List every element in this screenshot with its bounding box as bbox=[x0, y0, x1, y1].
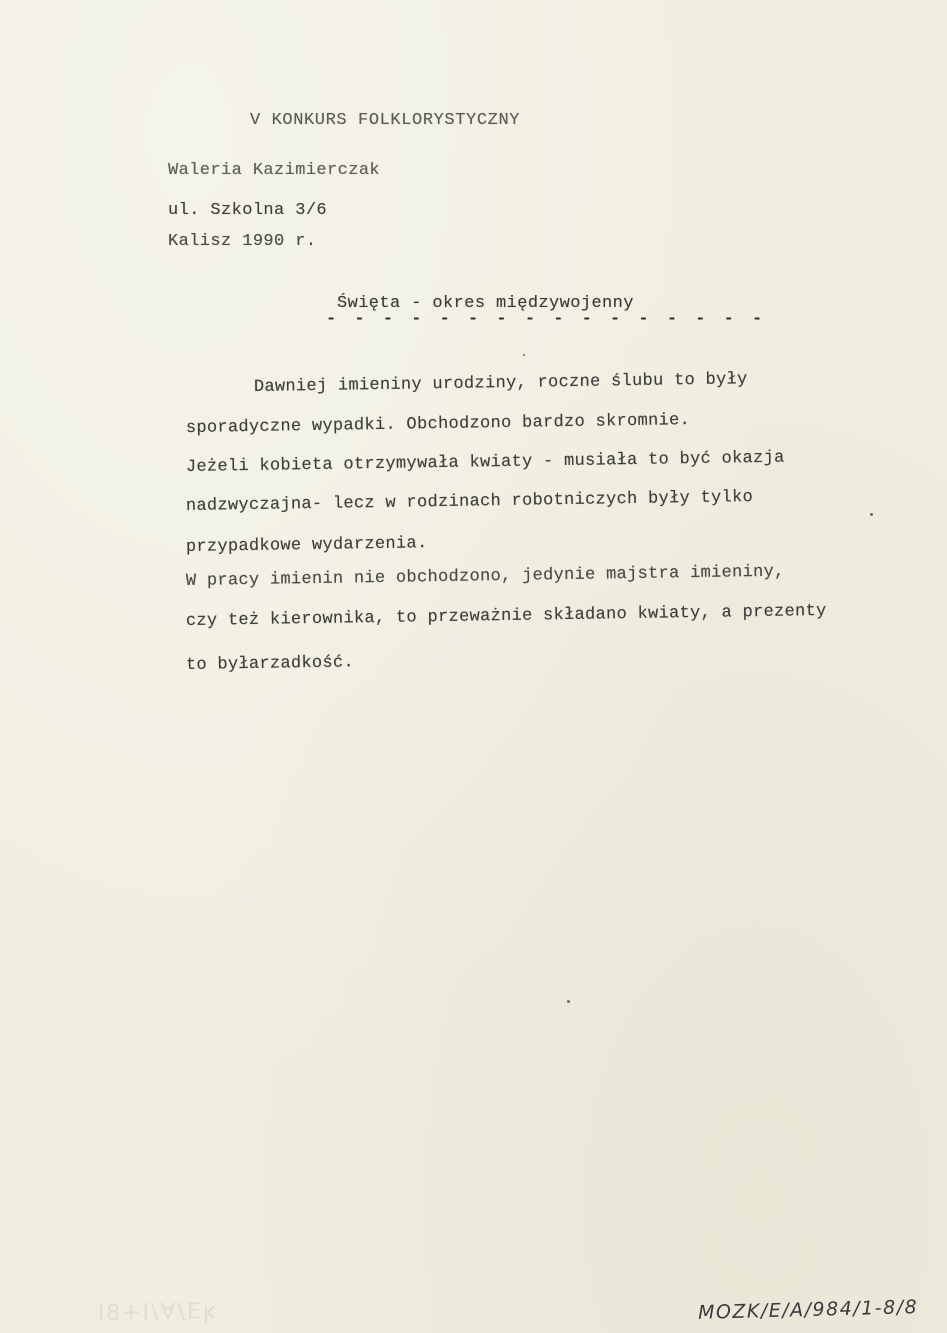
archive-signature: MOZK/E/A/984/1-8/8 bbox=[697, 1296, 919, 1324]
author-name: Waleria Kazimierczak bbox=[168, 161, 381, 180]
body-line: W pracy imienin nie obchodzono, jedynie majstra imieniny, bbox=[185, 562, 785, 591]
body-line: czy też kierownika, to przeważnie składano kwiaty, a prezenty bbox=[185, 601, 827, 631]
author-city-year: Kalisz 1990 r. bbox=[168, 232, 317, 251]
title-underline: - - - - - - - - - - - - - - - - bbox=[326, 310, 767, 329]
document-heading: V KONKURS FOLKLORYSTYCZNY bbox=[250, 111, 521, 130]
show-through-marking: ʞƎ/∀/I+8l bbox=[95, 1298, 218, 1327]
body-line: nadzwyczajna- lecz w rodzinach robotniczych były tylko bbox=[185, 488, 754, 516]
body-line: sporadyczne wypadki. Obchodzono bardzo skromnie. bbox=[185, 411, 691, 438]
body-line: Dawniej imieniny urodziny, roczne ślubu to były bbox=[253, 370, 748, 397]
paper-speck bbox=[523, 354, 525, 356]
body-line: przypadkowe wydarzenia. bbox=[185, 534, 428, 557]
body-line: to byłarzadkość. bbox=[185, 653, 355, 675]
document-title: Święta - okres międzywojenny bbox=[337, 294, 634, 313]
body-line: Jeżeli kobieta otrzymywała kwiaty - musiała to być okazja bbox=[185, 448, 785, 477]
paper-speck bbox=[567, 1000, 570, 1003]
author-street: ul. Szkolna 3/6 bbox=[168, 201, 328, 220]
paper-speck bbox=[870, 513, 873, 516]
